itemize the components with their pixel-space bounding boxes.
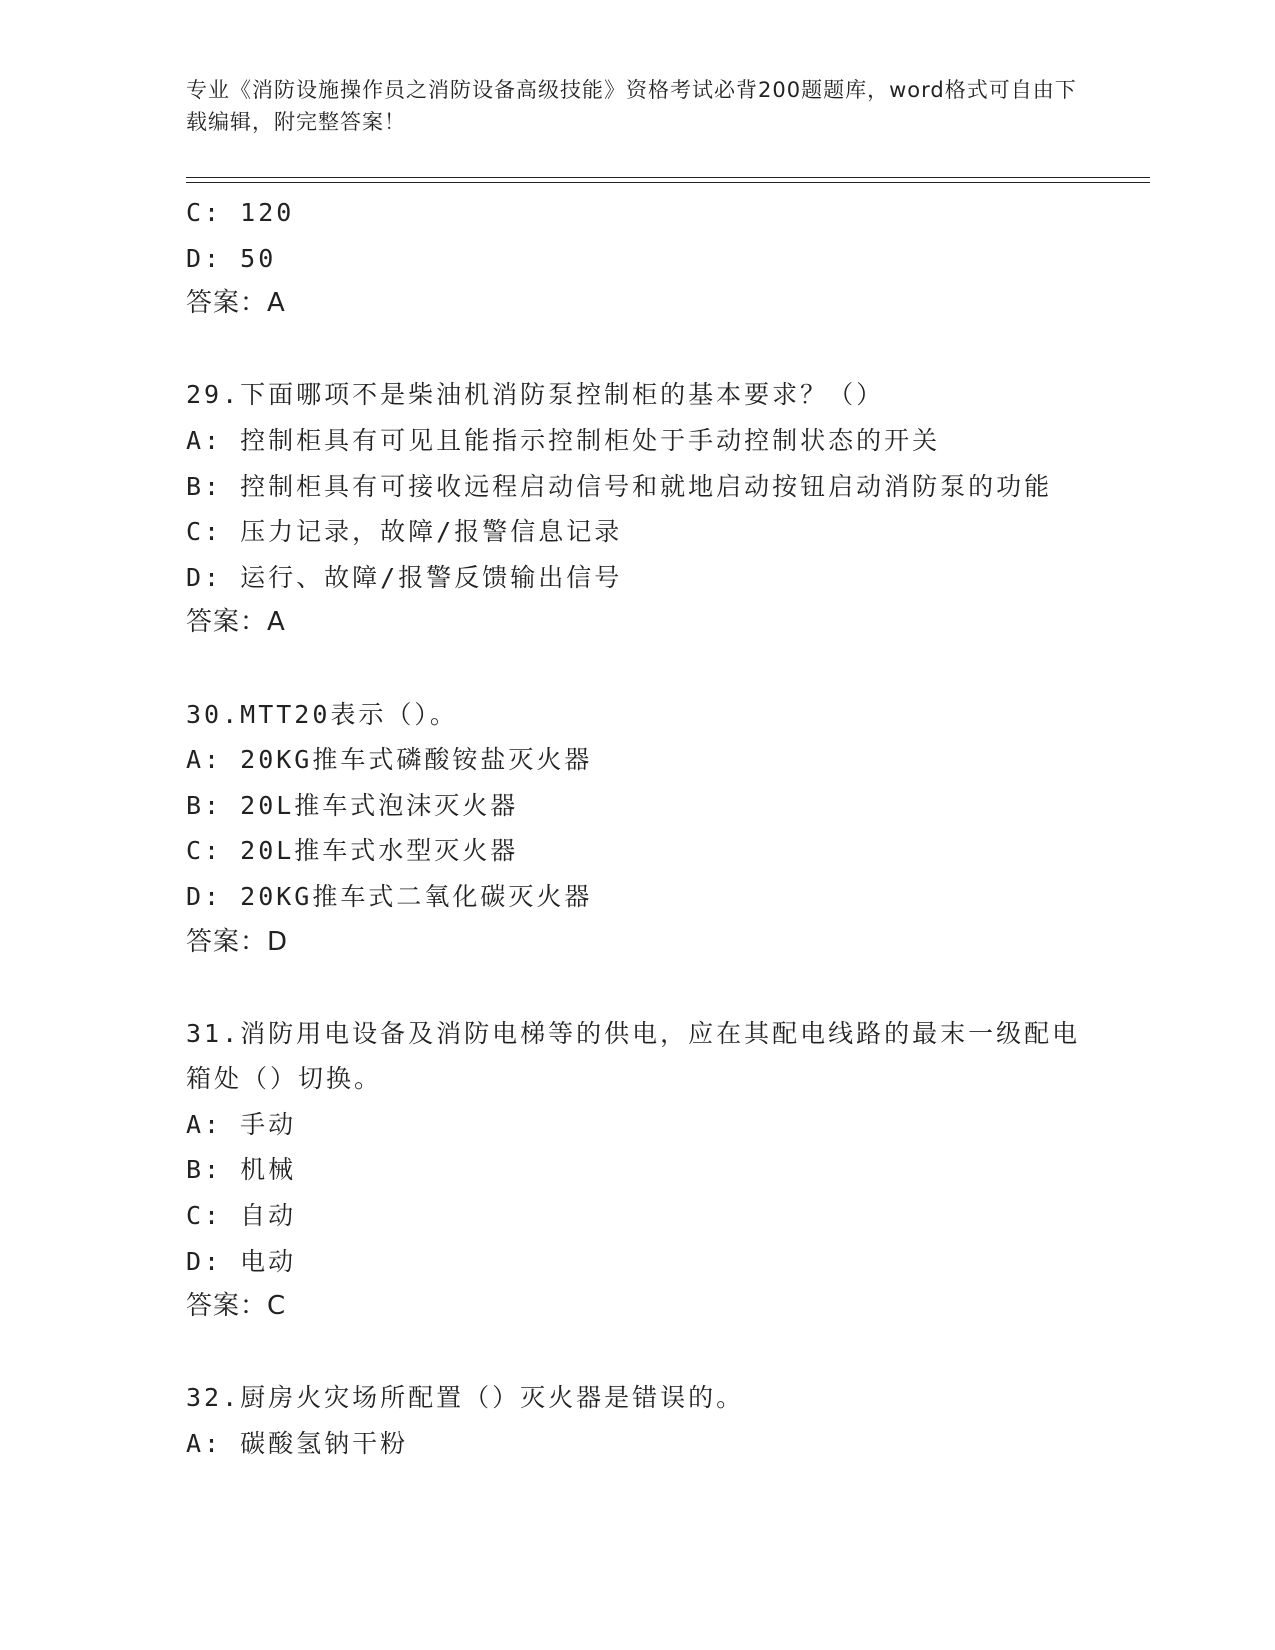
question-29 (186, 372, 1086, 646)
option-b: B: 机械 (186, 1155, 297, 1185)
partial-question (186, 190, 1086, 327)
header-rule-top (186, 177, 1150, 178)
option-a: A: 碳酸氢钠干粉 (186, 1429, 409, 1459)
question-stem: 29.下面哪项不是柴油机消防泵控制柜的基本要求？（） (186, 380, 885, 410)
question-stem: 30.MTT20表示（）。 (186, 699, 458, 729)
question-30 (186, 692, 1086, 966)
option-c: C: 120 (186, 198, 295, 227)
question-stem: 31.消防用电设备及消防电梯等的供电，应在其配电线路的最末一级配电箱处（）切换。 (186, 1018, 1081, 1094)
option-c: C: 20L推车式水型灭火器 (186, 836, 519, 866)
option-a: A: 控制柜具有可见且能指示控制柜处于手动控制状态的开关 (186, 425, 941, 455)
option-b: B: 控制柜具有可接收远程启动信号和就地启动按钮启动消防泵的功能 (186, 471, 1053, 501)
answer: 答案：A (186, 607, 286, 638)
option-a: A: 20KG推车式磷酸铵盐灭火器 (186, 745, 593, 775)
document-header (186, 74, 1086, 138)
question-31 (186, 1011, 1086, 1330)
document-title: 专业《消防设施操作员之消防设备高级技能》资格考试必背200题题库，word格式可自由下载编辑，附完整答案！ (186, 78, 1077, 134)
question-stem: 32.厨房火灾场所配置（）灭火器是错误的。 (186, 1383, 745, 1413)
option-c: C: 自动 (186, 1201, 297, 1231)
spacer (186, 1330, 1086, 1376)
answer: 答案：C (186, 1291, 287, 1322)
spacer (186, 646, 1086, 692)
option-c: C: 压力记录，故障/报警信息记录 (186, 517, 623, 547)
spacer (186, 327, 1086, 373)
option-a: A: 手动 (186, 1109, 297, 1139)
option-d: D: 电动 (186, 1246, 297, 1276)
header-rule-bottom (186, 182, 1150, 183)
option-d: D: 20KG推车式二氧化碳灭火器 (186, 881, 593, 911)
option-d: D: 运行、故障/报警反馈输出信号 (186, 562, 623, 592)
option-d: D: 50 (186, 243, 277, 273)
option-b: B: 20L推车式泡沫灭火器 (186, 790, 519, 820)
answer: 答案：A (186, 288, 286, 319)
question-32 (186, 1375, 1086, 1466)
answer: 答案：D (186, 926, 289, 957)
question-list (186, 190, 1086, 1467)
spacer (186, 965, 1086, 1011)
